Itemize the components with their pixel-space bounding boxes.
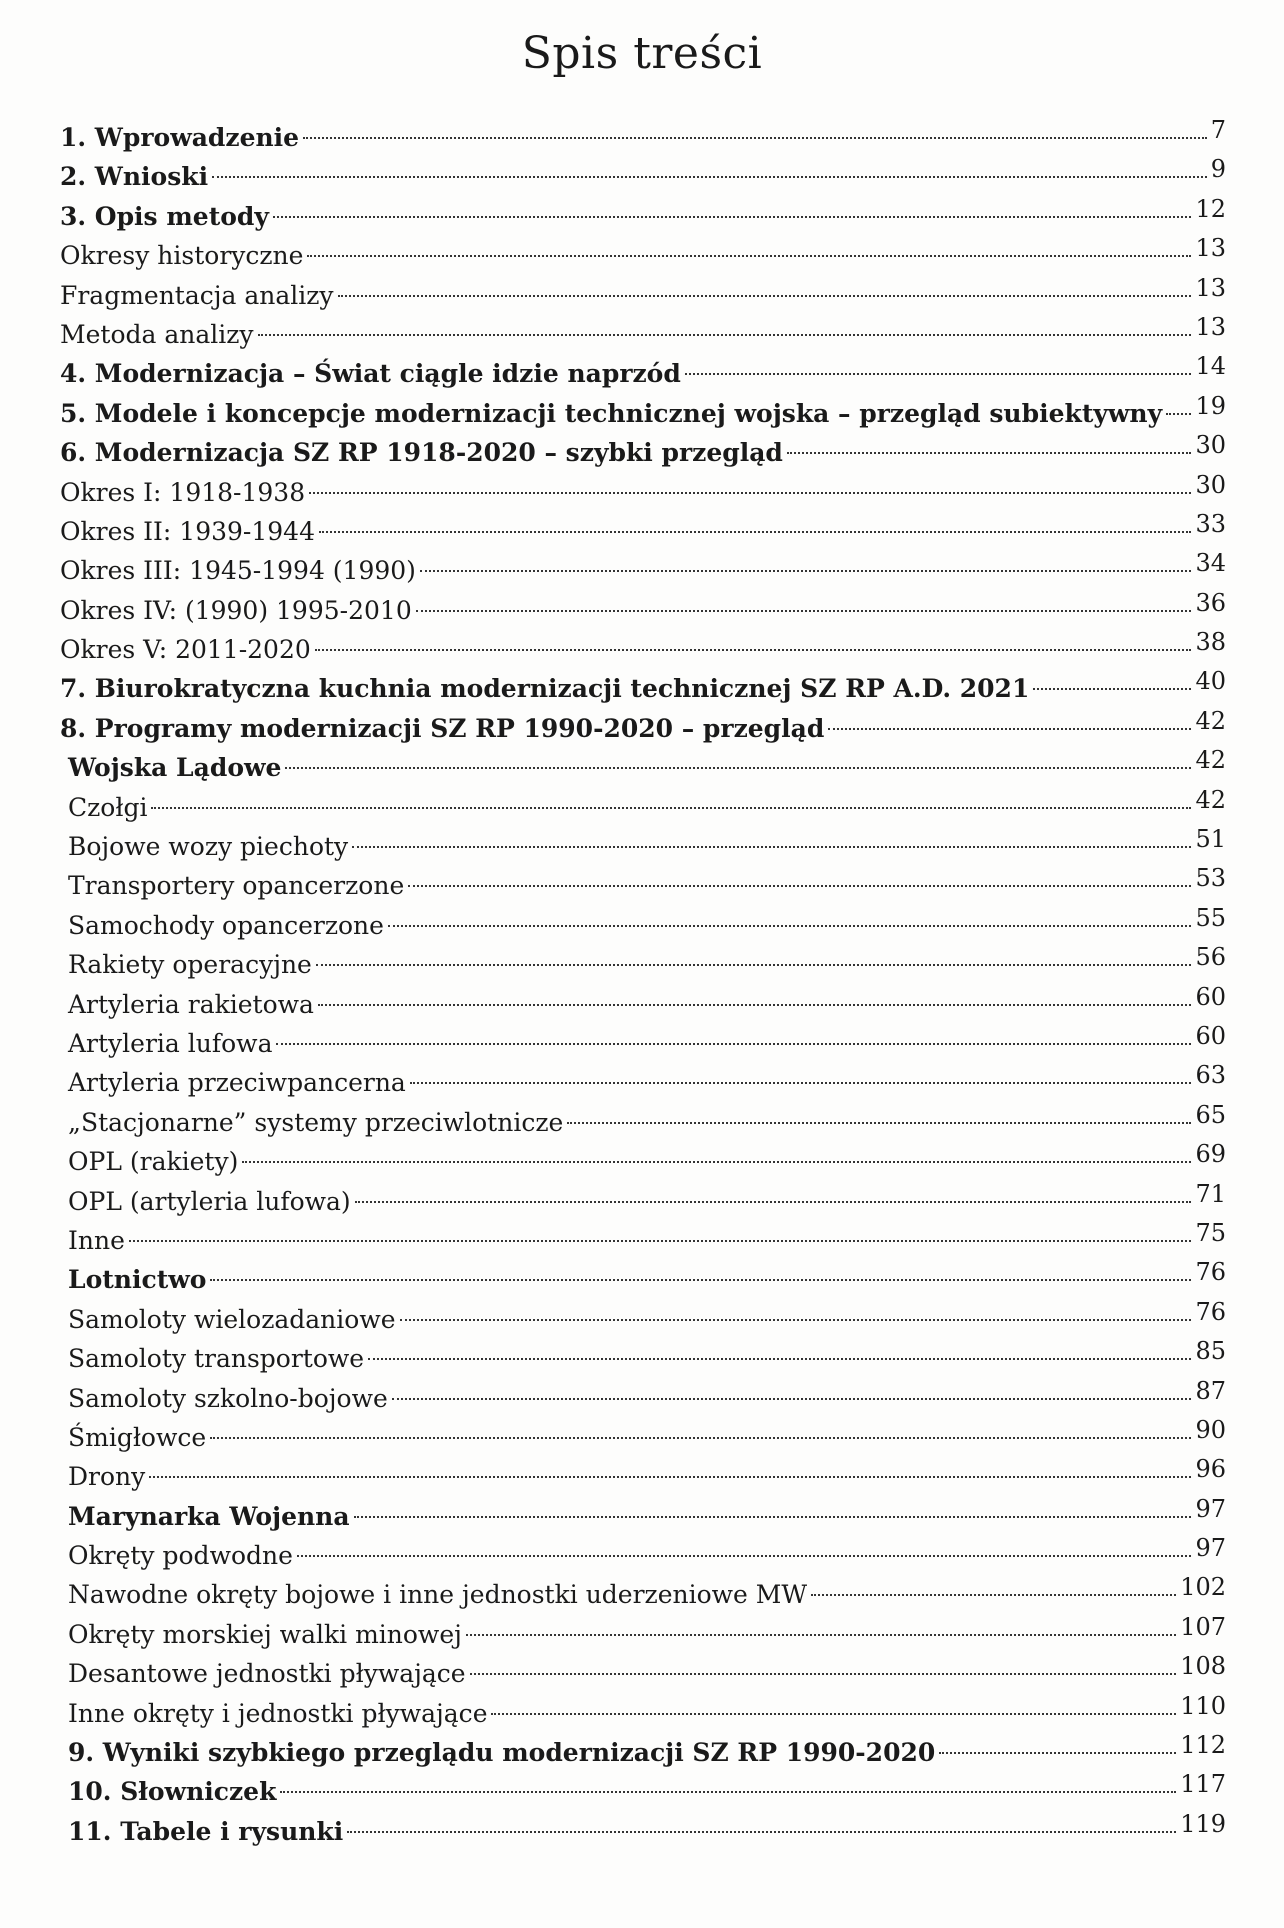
toc-entry [60,1457,1226,1496]
toc-entry-page-number: 14 [1195,352,1226,381]
toc-entry-page-number: 87 [1195,1376,1226,1405]
toc-entry-label: Okres IV: (1990) 1995-2010 [60,595,412,625]
toc-entry [60,748,1226,787]
toc-entry [60,785,1226,827]
toc-entry [60,470,1226,512]
dot-leader [368,1358,1191,1360]
table-of-contents [60,118,1226,1851]
toc-entry-page-number: 96 [1195,1455,1226,1484]
toc-entry-page-number: 117 [1180,1770,1226,1799]
toc-entry-label: Okręty morskiej walki minowej [68,1619,462,1649]
toc-entry-label: 2. Wnioski [60,162,209,192]
dot-leader [567,1122,1191,1124]
toc-entry-label: OPL (artyleria lufowa) [68,1186,351,1216]
dot-leader [392,1398,1192,1400]
toc-entry-page-number: 97 [1195,1534,1226,1563]
toc-entry [60,312,1226,354]
dot-leader [129,1240,1192,1242]
toc-entry [60,706,1226,748]
toc-entry [60,1063,1226,1102]
toc-entry-page-number: 56 [1195,943,1226,972]
toc-entry-page-number: 40 [1195,667,1226,696]
toc-entry-label: Samoloty transportowe [68,1344,365,1374]
toc-entry [60,1179,1226,1221]
toc-entry [60,1691,1226,1733]
toc-entry [60,1654,1226,1693]
toc-entry-page-number: 60 [1195,1021,1226,1050]
toc-entry [60,1021,1226,1063]
toc-entry [60,1772,1226,1811]
toc-entry-page-number: 42 [1195,706,1226,735]
toc-entry-label: 3. Opis metody [60,201,269,231]
toc-entry-page-number: 69 [1195,1140,1226,1169]
toc-entry-label: 5. Modele i koncepcje modernizacji technicznej wojska – przegląd subiektywny [60,398,1163,428]
dot-leader [491,1713,1176,1715]
toc-entry-page-number: 34 [1195,549,1226,578]
toc-entry-label: OPL (rakiety) [68,1147,239,1177]
dot-leader [787,452,1192,454]
toc-entry-label: Artyleria przeciwpancerna [68,1068,406,1098]
dot-leader [285,767,1191,769]
dot-leader [258,334,1192,336]
toc-entry-page-number: 13 [1195,273,1226,302]
toc-entry-page-number: 110 [1180,1691,1226,1720]
toc-entry-page-number: 85 [1195,1337,1226,1366]
toc-entry [60,391,1226,433]
dot-leader [685,373,1192,375]
toc-entry [60,1100,1226,1142]
toc-entry-page-number: 12 [1195,194,1226,223]
toc-entry-label: 1. Wprowadzenie [60,123,300,152]
dot-leader [212,176,1207,178]
toc-entry [60,866,1226,905]
toc-entry [60,1733,1226,1772]
toc-entry [60,982,1226,1024]
dot-leader [149,1476,1191,1478]
dot-leader [466,1634,1176,1636]
toc-entry-label: 6. Modernizacja SZ RP 1918-2020 – szybki przegląd [60,438,783,468]
dot-leader [470,1673,1177,1675]
toc-entry [60,1339,1226,1378]
toc-entry-label: Śmigłowce [68,1422,207,1452]
toc-entry-label: Artyleria lufowa [68,1028,273,1058]
toc-entry-page-number: 13 [1195,234,1226,263]
toc-entry [60,1575,1226,1614]
toc-entry-label: Inne okręty i jednostki pływające [68,1698,488,1728]
toc-entry-page-number: 42 [1195,746,1226,775]
toc-entry-label: Lotnictwo [68,1265,207,1295]
toc-entry-label: Transportery opancerzone [68,871,405,901]
toc-entry [60,509,1226,551]
toc-entry-page-number: 36 [1195,588,1226,617]
dot-leader [318,1004,1191,1006]
dot-leader [316,964,1192,966]
toc-entry-label: Metoda analizy [60,319,254,349]
toc-entry-label: Fragmentacja analizy [60,280,334,310]
dot-leader [400,1319,1192,1321]
dot-leader [319,531,1191,533]
dot-leader [811,1594,1176,1596]
toc-entry-page-number: 107 [1180,1612,1226,1641]
toc-entry [60,669,1226,708]
dot-leader [210,1279,1191,1281]
dot-leader [388,925,1192,927]
toc-entry-label: Inne [68,1225,125,1255]
dot-leader [273,216,1192,218]
toc-entry [60,1297,1226,1339]
toc-entry [60,588,1226,630]
toc-entry [60,1376,1226,1418]
toc-entry-page-number: 19 [1195,391,1226,420]
toc-entry-page-number: 71 [1195,1179,1226,1208]
toc-entry-label: 7. Biurokratyczna kuchnia modernizacji technicznej SZ RP A.D. 2021 [60,674,1030,704]
toc-entry-page-number: 75 [1195,1218,1226,1247]
toc-entry-label: Okres I: 1918-1938 [60,477,306,507]
toc-entry-page-number: 60 [1195,982,1226,1011]
toc-entry [60,945,1226,984]
dot-leader [410,1082,1192,1084]
toc-entry-label: 4. Modernizacja – Świat ciągle idzie naprzód [60,359,681,389]
toc-entry-label: Okres II: 1939-1944 [60,516,315,546]
toc-entry-page-number: 42 [1195,785,1226,814]
toc-entry-label: Samochody opancerzone [68,910,384,940]
toc-entry [60,236,1226,275]
dot-leader [354,1516,1192,1518]
toc-entry-page-number: 63 [1195,1061,1226,1090]
toc-entry [60,433,1226,472]
page-title: Spis treści [521,28,763,79]
toc-entry-page-number: 55 [1195,903,1226,932]
toc-entry [60,1218,1226,1260]
dot-leader [347,1831,1176,1833]
toc-entry [60,354,1226,393]
toc-entry-page-number: 112 [1180,1731,1226,1760]
toc-entry-page-number: 38 [1195,628,1226,657]
toc-entry-label: 8. Programy modernizacji SZ RP 1990-2020 – przegląd [60,713,825,743]
toc-entry-label: Bojowe wozy piechoty [68,832,349,862]
toc-entry [60,1260,1226,1299]
toc-entry-label: 10. Słowniczek [68,1777,277,1807]
toc-entry-label: Desantowe jednostki pływające [68,1659,466,1689]
toc-entry [60,551,1226,590]
dot-leader [309,492,1191,494]
dot-leader [939,1752,1176,1754]
toc-entry [60,1142,1226,1181]
toc-entry [60,273,1226,315]
toc-entry [60,903,1226,945]
toc-entry-page-number: 53 [1195,864,1226,893]
toc-entry [60,157,1226,196]
dot-leader [210,1437,1191,1439]
toc-entry-page-number: 65 [1195,1100,1226,1129]
dot-leader [151,807,1191,809]
toc-entry [60,118,1226,157]
toc-entry [60,630,1226,669]
toc-entry [60,1536,1226,1575]
dot-leader [315,649,1192,651]
dot-leader [307,255,1191,257]
toc-entry-label: 9. Wyniki szybkiego przeglądu modernizacji SZ RP 1990-2020 [68,1738,936,1768]
dot-leader [420,570,1192,572]
dot-leader [280,1791,1176,1793]
toc-entry-page-number: 30 [1195,431,1226,460]
toc-entry-page-number: 76 [1195,1258,1226,1287]
toc-entry-page-number: 90 [1195,1415,1226,1444]
toc-entry-label: Czołgi [68,792,148,822]
toc-entry-label: Artyleria rakietowa [68,989,314,1019]
toc-entry-label: Rakiety operacyjne [68,950,312,980]
toc-entry [60,1809,1226,1851]
dot-leader [276,1043,1191,1045]
dot-leader [303,137,1207,139]
toc-entry-page-number: 13 [1195,312,1226,341]
toc-entry-label: 11. Tabele i rysunki [68,1816,344,1846]
toc-entry-label: Okres V: 2011-2020 [60,635,311,665]
dot-leader [1033,688,1191,690]
dot-leader [338,295,1192,297]
toc-entry-page-number: 76 [1195,1297,1226,1326]
toc-entry-label: Drony [68,1462,146,1492]
dot-leader [242,1161,1191,1163]
toc-entry-label: Samoloty szkolno-bojowe [68,1383,388,1413]
toc-entry-label: Wojska Lądowe [68,753,282,783]
toc-entry [60,1494,1226,1536]
dot-leader [297,1555,1192,1557]
toc-entry-label: Okres III: 1945-1994 (1990) [60,556,416,586]
toc-entry-label: Okresy historyczne [60,241,304,271]
toc-entry-page-number: 102 [1180,1573,1226,1602]
toc-entry-page-number: 51 [1195,825,1226,854]
toc-entry-label: Samoloty wielozadaniowe [68,1304,396,1334]
dot-leader [828,728,1191,730]
toc-entry-page-number: 33 [1195,509,1226,538]
dot-leader [352,846,1191,848]
toc-entry-page-number: 119 [1180,1809,1226,1838]
toc-entry-label: Marynarka Wojenna [68,1501,350,1531]
dot-leader [408,885,1191,887]
toc-entry [60,1612,1226,1654]
toc-entry-label: „Stacjonarne” systemy przeciwlotnicze [68,1107,564,1137]
toc-entry-page-number: 7 [1210,116,1226,144]
dot-leader [416,610,1192,612]
toc-entry-page-number: 108 [1180,1652,1226,1681]
dot-leader [1166,413,1191,415]
toc-entry-label: Okręty podwodne [68,1541,293,1571]
toc-entry [60,1415,1226,1457]
toc-entry-page-number: 97 [1195,1494,1226,1523]
toc-entry-page-number: 9 [1210,155,1226,184]
toc-entry [60,194,1226,236]
toc-entry-label: Nawodne okręty bojowe i inne jednostki uderzeniowe MW [68,1580,808,1610]
dot-leader [355,1201,1192,1203]
toc-entry-page-number: 30 [1195,470,1226,499]
toc-entry [60,827,1226,866]
